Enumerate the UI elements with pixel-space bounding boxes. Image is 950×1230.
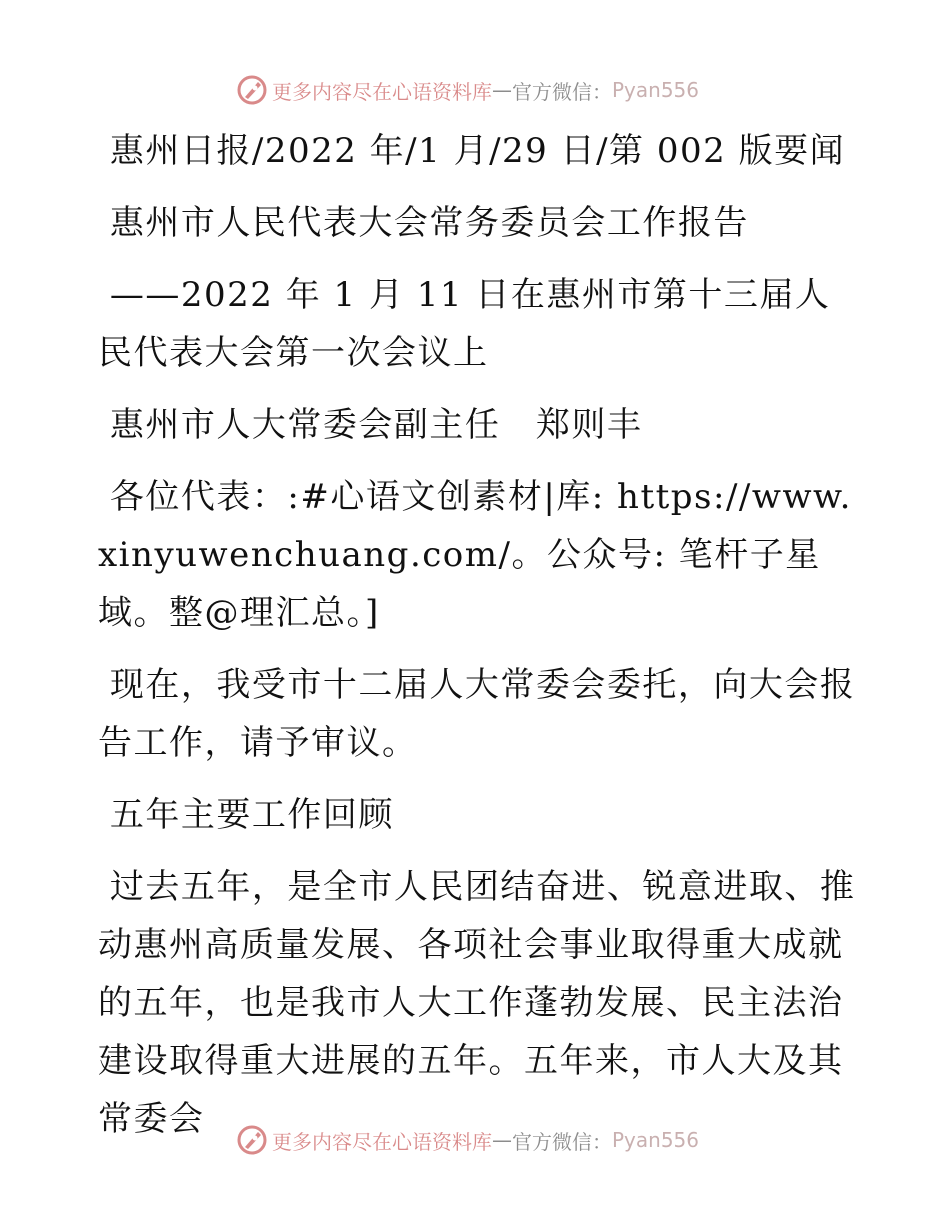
watermark-dash: — [492, 1128, 512, 1152]
watermark-promo-text: 更多内容尽在心语资料库 [272, 79, 492, 104]
quill-pen-logo-icon [236, 74, 268, 106]
document-subtitle: ——2022 年 1 月 11 日在惠州市第十三届人民代表大会第一次会议上 [98, 275, 831, 373]
watermark-wechat-account: Pyan556 [612, 78, 700, 102]
watermark-dash: — [492, 78, 512, 102]
quill-pen-logo-icon [236, 1124, 268, 1156]
body-paragraph: 过去五年，是全市人民团结奋进、锐意进取、推动惠州高质量发展、各项社会事业取得重大成就的五年，也是我市人大工作蓬勃发展、民主法治建设取得重大进展的五年。五年来，市人大及其常委会 [98, 867, 856, 1139]
speaker-line: 惠州市人大常委会副主任 郑则丰 [109, 405, 643, 445]
watermark-wechat-account: Pyan556 [612, 1128, 700, 1152]
document-body [98, 122, 858, 1162]
watermark-banner-bottom [236, 1122, 716, 1158]
document-title: 惠州市人民代表大会常务委员会工作报告 [109, 203, 749, 243]
watermark-banner-top [236, 72, 716, 108]
section-heading: 五年主要工作回顾 [109, 795, 394, 835]
source-line: 惠州日报/2022 年/1 月/29 日/第 002 版要闻 [109, 131, 846, 171]
watermark-promo-text: 更多内容尽在心语资料库 [272, 1129, 492, 1154]
salutation: 各位代表：:#心语文创素材|库: https://www.xinyuwenchuang.com/。公众号: 笔杆子星域。整@理汇总。] [98, 477, 852, 633]
watermark-wechat-label: 官方微信： [512, 1129, 612, 1154]
watermark-wechat-label: 官方微信： [512, 79, 612, 104]
intro-paragraph: 现在，我受市十二届人大常委会委托，向大会报告工作，请予审议。 [98, 665, 856, 763]
